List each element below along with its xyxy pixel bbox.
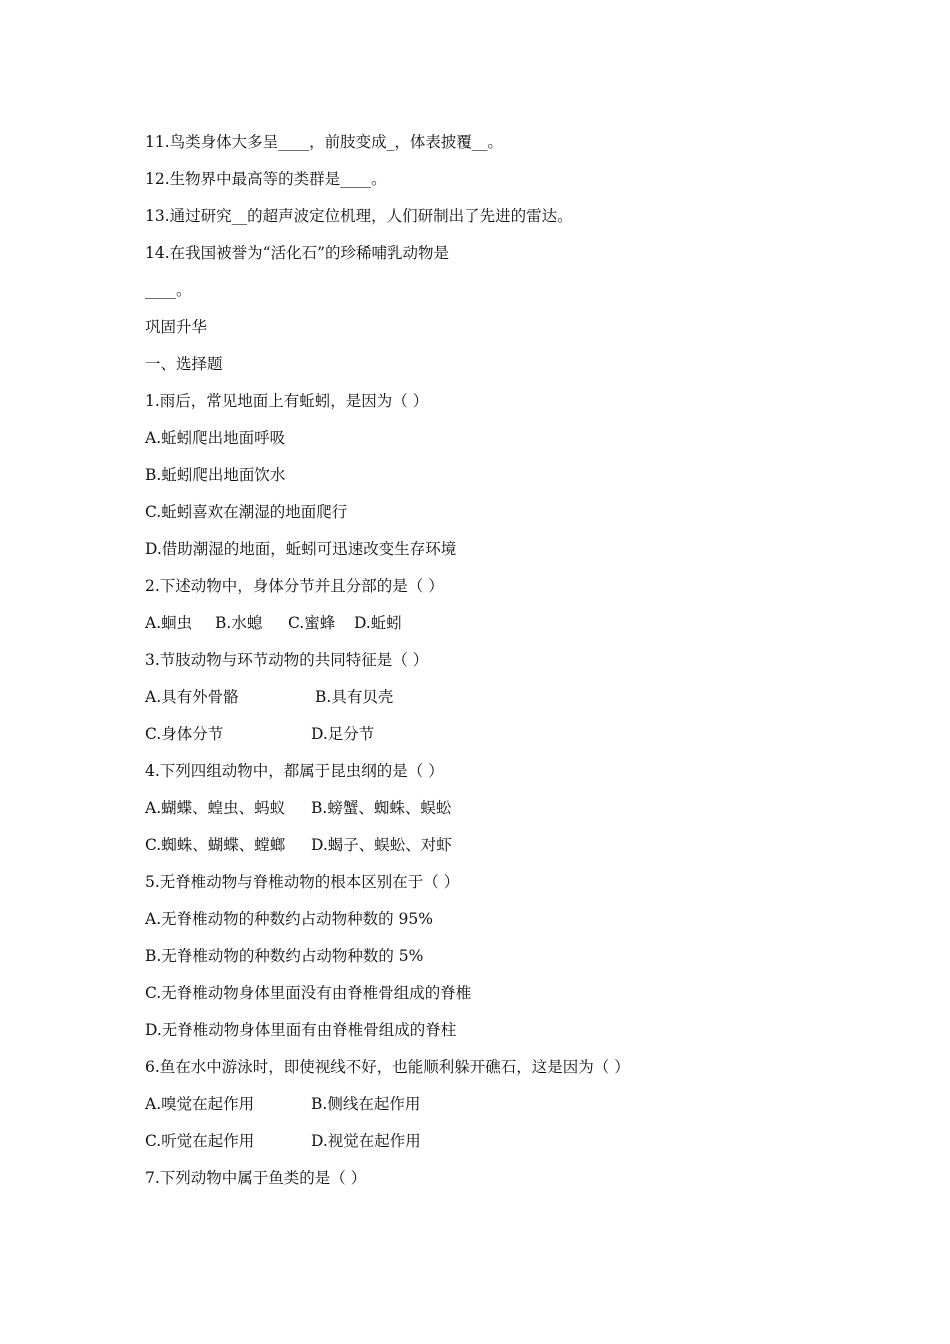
question-6-option-c: C.听觉在起作用 xyxy=(145,1132,255,1150)
question-6-stem: 6.鱼在水中游泳时，即使视线不好，也能顺利躲开礁石，这是因为（ ） xyxy=(145,1058,630,1076)
question-5-option-d: D.无脊椎动物身体里面有由脊椎骨组成的脊柱 xyxy=(145,1021,457,1039)
question-1-option-d: D.借助潮湿的地面，蚯蚓可迅速改变生存环境 xyxy=(145,540,457,558)
question-7-stem: 7.下列动物中属于鱼类的是（ ） xyxy=(145,1169,367,1187)
question-3-option-b: B.具有贝壳 xyxy=(315,688,394,706)
question-5-option-b: B.无脊椎动物的种数约占动物种数的 5% xyxy=(145,947,424,965)
question-3-option-d: D.足分节 xyxy=(311,725,375,743)
question-6-options-row-2 xyxy=(145,1123,825,1160)
question-6-option-d: D.视觉在起作用 xyxy=(311,1132,421,1150)
question-2-option-c: C.蜜蜂 xyxy=(288,614,336,632)
question-1-option-c: C.蚯蚓喜欢在潮湿的地面爬行 xyxy=(145,503,348,521)
question-4-option-b: B.螃蟹、蜘蛛、蜈蚣 xyxy=(311,799,452,817)
question-4-options-row-2 xyxy=(145,827,825,864)
fill-question-14-blank: ____。 xyxy=(145,281,192,299)
question-2-option-d: D.蚯蚓 xyxy=(354,614,402,632)
question-3-options-row-1 xyxy=(145,679,825,716)
fill-question-12: 12.生物界中最高等的类群是____。 xyxy=(145,170,387,188)
question-3-option-a: A.具有外骨骼 xyxy=(145,688,239,706)
question-3-option-c: C.身体分节 xyxy=(145,725,224,743)
question-4-option-d: D.蝎子、蜈蚣、对虾 xyxy=(311,836,452,854)
fill-question-11: 11.鸟类身体大多呈____，前肢变成_，体表披覆__。 xyxy=(145,133,503,151)
fill-question-14: 14.在我国被誉为“活化石”的珍稀哺乳动物是 xyxy=(145,244,449,262)
question-1-option-b: B.蚯蚓爬出地面饮水 xyxy=(145,466,286,484)
question-3-stem: 3.节肢动物与环节动物的共同特征是（ ） xyxy=(145,651,429,669)
section-heading: 巩固升华 xyxy=(145,318,208,336)
question-5-option-c: C.无脊椎动物身体里面没有由脊椎骨组成的脊椎 xyxy=(145,984,472,1002)
question-1-stem: 1.雨后，常见地面上有蚯蚓，是因为（ ） xyxy=(145,392,429,410)
question-3-options-row-2 xyxy=(145,716,825,753)
question-2-option-a: A.蛔虫 xyxy=(145,614,193,632)
question-5-option-a: A.无脊椎动物的种数约占动物种数的 95% xyxy=(145,910,433,928)
question-4-options-row-1 xyxy=(145,790,825,827)
question-5-stem: 5.无脊椎动物与脊椎动物的根本区别在于（ ） xyxy=(145,873,460,891)
document-body xyxy=(145,124,825,1197)
question-2-options xyxy=(145,605,825,642)
question-1-option-a: A.蚯蚓爬出地面呼吸 xyxy=(145,429,286,447)
question-4-option-a: A.蝴蝶、蝗虫、蚂蚁 xyxy=(145,799,286,817)
question-4-stem: 4.下列四组动物中，都属于昆虫纲的是（ ） xyxy=(145,762,444,780)
question-2-stem: 2.下述动物中，身体分节并且分部的是（ ） xyxy=(145,577,444,595)
question-6-option-a: A.嗅觉在起作用 xyxy=(145,1095,255,1113)
question-2-option-b: B.水螅 xyxy=(215,614,263,632)
question-6-options-row-1 xyxy=(145,1086,825,1123)
fill-question-13: 13.通过研究__的超声波定位机理，人们研制出了先进的雷达。 xyxy=(145,207,573,225)
question-6-option-b: B.侧线在起作用 xyxy=(311,1095,421,1113)
part-heading: 一、选择题 xyxy=(145,355,223,373)
question-4-option-c: C.蜘蛛、蝴蝶、螳螂 xyxy=(145,836,286,854)
